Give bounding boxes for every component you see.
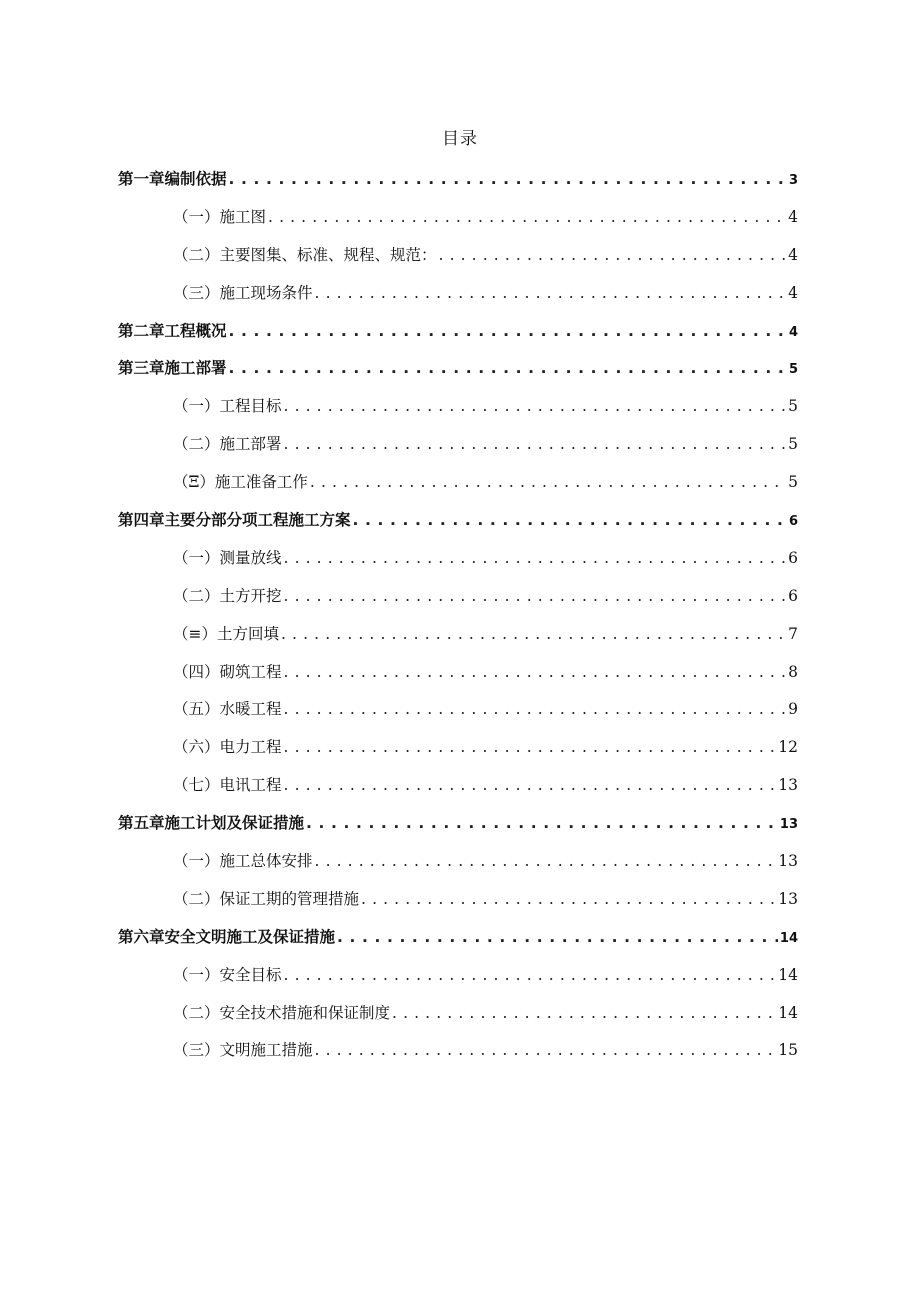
toc-dot-leader	[361, 886, 776, 912]
toc-dot-leader	[284, 734, 777, 760]
toc-section-entry[interactable]	[118, 734, 798, 772]
toc-dot-leader	[281, 621, 786, 647]
toc-entry-label: （一）施工总体安排	[173, 852, 313, 871]
toc-page-number: 13	[778, 889, 798, 908]
toc-chapter-entry[interactable]	[118, 810, 798, 848]
toc-page-number: 4	[788, 283, 798, 302]
toc-section-entry[interactable]	[118, 1000, 798, 1038]
toc-page-number: 15	[778, 1041, 798, 1060]
toc-section-entry[interactable]	[118, 393, 798, 431]
toc-section-entry[interactable]	[118, 431, 798, 469]
toc-section-entry[interactable]	[118, 696, 798, 734]
toc-dot-leader	[439, 242, 787, 268]
toc-page-number: 13	[778, 776, 798, 795]
toc-page-number: 13	[779, 817, 798, 833]
toc-page-number: 14	[779, 930, 798, 946]
page-title: 目录	[442, 129, 478, 149]
toc-page-number: 6	[788, 548, 798, 567]
toc-entry-label: （一）工程目标	[173, 397, 282, 416]
toc-page-number: 9	[788, 700, 798, 719]
toc-section-entry[interactable]	[118, 886, 798, 924]
toc-page-number: 5	[788, 397, 798, 416]
toc-chapter-entry[interactable]	[118, 318, 798, 356]
toc-page-number: 6	[788, 514, 798, 530]
toc-section-entry[interactable]	[118, 1037, 798, 1075]
toc-entry-label: （一）安全目标	[173, 965, 282, 984]
toc-page-number: 4	[788, 207, 798, 226]
toc-section-entry[interactable]	[118, 583, 798, 621]
toc-section-entry[interactable]	[118, 848, 798, 886]
toc-entry-label: 第三章施工部署	[118, 359, 227, 378]
toc-entry-label: 第五章施工计划及保证措施	[118, 814, 305, 833]
toc-section-entry[interactable]	[118, 280, 798, 318]
toc-entry-label: 第一章编制依据	[118, 170, 227, 188]
toc-section-entry[interactable]	[118, 962, 798, 1000]
toc-entry-label: 第二章工程概况	[118, 321, 227, 340]
toc-entry-label: （七）电讯工程	[173, 776, 282, 795]
toc-entry-label: （二）安全技术措施和保证制度	[173, 1003, 391, 1022]
toc-dot-leader	[284, 393, 787, 419]
toc-dot-leader	[284, 545, 787, 571]
toc-dot-leader	[229, 318, 787, 344]
toc-dot-leader	[284, 696, 787, 722]
toc-entry-label: （二）土方开挖	[173, 586, 282, 605]
toc-entry-label: （六）电力工程	[173, 738, 282, 757]
toc-dot-leader	[310, 469, 786, 495]
toc-entry-label: （一）施工图	[173, 207, 267, 226]
toc-page-number: 8	[788, 662, 798, 681]
toc-dot-leader	[284, 583, 787, 609]
toc-entry-label: （三）文明施工措施	[173, 1041, 313, 1060]
toc-section-entry[interactable]	[118, 242, 798, 280]
toc-section-entry[interactable]	[118, 621, 798, 659]
toc-page-number: 5	[788, 473, 798, 492]
toc-chapter-entry[interactable]	[118, 924, 798, 962]
toc-chapter-entry[interactable]	[118, 507, 798, 545]
toc-page-number: 4	[788, 245, 798, 264]
toc-chapter-entry[interactable]	[118, 355, 798, 393]
toc-section-entry[interactable]	[118, 545, 798, 583]
toc-dot-leader	[306, 810, 778, 836]
toc-page-number: 13	[778, 852, 798, 871]
toc-entry-label: （Ξ）施工准备工作	[173, 473, 308, 492]
toc-dot-leader	[268, 204, 786, 230]
toc-entry-label: 第四章主要分部分项工程施工方案	[118, 511, 351, 530]
toc-dot-leader	[284, 659, 787, 685]
toc-chapter-entry[interactable]	[118, 166, 798, 204]
toc-section-entry[interactable]	[118, 469, 798, 507]
toc-section-entry[interactable]	[118, 659, 798, 697]
toc-dot-leader	[392, 1000, 776, 1026]
toc-entry-label: （三）施工现场条件	[173, 283, 313, 302]
toc-section-entry[interactable]	[118, 204, 798, 242]
toc-page-number: 14	[778, 1003, 798, 1022]
toc-entry-label: （二）保证工期的管理措施	[173, 889, 360, 908]
toc-dot-leader	[284, 772, 777, 798]
toc-page-number: 7	[788, 624, 798, 643]
toc-dot-leader	[315, 1037, 777, 1063]
toc-dot-leader	[229, 355, 787, 381]
toc-dot-leader	[284, 962, 777, 988]
toc-entry-label: （五）水暖工程	[173, 700, 282, 719]
toc-dot-leader	[229, 166, 787, 192]
toc-entry-label: （四）砌筑工程	[173, 662, 282, 681]
toc-page-number: 6	[788, 586, 798, 605]
toc-section-entry[interactable]	[118, 772, 798, 810]
toc-entry-label: （二）施工部署	[173, 435, 282, 454]
toc-entry-label: （二）主要图集、标准、规程、规范：	[173, 245, 437, 264]
toc-entry-label: 第六章安全文明施工及保证措施	[118, 927, 336, 946]
toc-page-number: 12	[778, 738, 798, 757]
toc-dot-leader	[315, 848, 777, 874]
toc-dot-leader	[284, 431, 787, 457]
toc-page-number: 4	[788, 324, 798, 340]
toc-dot-leader	[353, 507, 787, 533]
table-of-contents	[118, 166, 798, 1075]
toc-dot-leader	[315, 280, 787, 306]
toc-page-number: 5	[788, 362, 798, 378]
toc-page-number: 3	[788, 173, 798, 188]
toc-entry-label: （一）测量放线	[173, 548, 282, 567]
toc-page-number: 5	[788, 435, 798, 454]
toc-entry-label: （≡）土方回填	[173, 624, 279, 643]
toc-dot-leader	[337, 924, 778, 950]
toc-page-number: 14	[778, 965, 798, 984]
